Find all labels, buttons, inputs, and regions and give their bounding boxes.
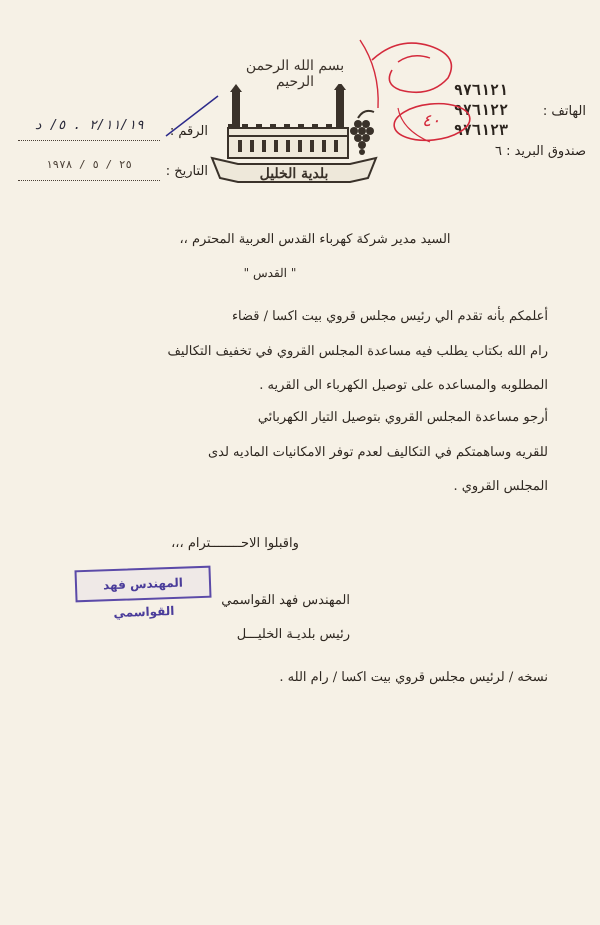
paragraph-line: أعلمكم بأنه تقدم الي رئيس مجلس قروي بيت اكسا / قضاء <box>231 309 548 324</box>
red-annotation-number: ٤٠ <box>422 111 441 131</box>
recipient-city: " القدس " <box>243 266 297 280</box>
paragraph-2 <box>58 401 548 505</box>
pobox-value: ٦ <box>494 144 502 159</box>
signatory-title: رئيس بلديـة الخليـــل <box>236 627 350 642</box>
paragraph-line: المجلس القروي . <box>453 479 548 494</box>
phone-number: ٩٧٦١٢٢ <box>453 101 508 119</box>
closing-line: واقبلوا الاحــــــــترام ،،، <box>171 536 299 551</box>
phone-label: الهاتف : <box>542 104 586 119</box>
reference-number-value: ٢/١١/١٩ . ٥/ د <box>18 118 160 141</box>
reference-block <box>18 118 208 198</box>
copy-line: نسخه / لرئيس مجلس قروي بيت اكسا / رام الله . <box>279 670 548 685</box>
reference-number-label: الرقم : <box>169 124 208 139</box>
paragraph-line: للقريه وساهمتكم في التكاليف لعدم توفر الامكانيات الماديه لدى <box>207 444 548 460</box>
date-value: ٢٥ / ٥ / ١٩٧٨ <box>18 158 160 181</box>
pobox-label: صندوق البريد : <box>506 144 586 159</box>
paragraph-line: أرجو مساعدة المجلس القروي بتوصيل التيار الكهربائي <box>257 410 548 425</box>
phone-number: ٩٧٦١٢٣ <box>453 121 508 139</box>
recipient-line: السيد مدير شركة كهرباء القدس العربية المحترم ،، <box>179 232 451 247</box>
paragraph-1 <box>58 300 548 404</box>
contact-block <box>416 80 586 162</box>
paragraph-line: المطلوبه والمساعده على توصيل الكهرباء الى القريه . <box>259 378 548 393</box>
date-label: التاريخ : <box>165 164 208 179</box>
paragraph-line: رام الله بكتاب يطلب فيه مساعدة المجلس القروي في تخفيف التكاليف <box>167 343 548 359</box>
hebron-mosque-emblem-icon <box>208 84 380 188</box>
bismillah-heading: بسم الله الرحمن الرحيم <box>245 58 345 90</box>
phone-number: ٩٧٦١٢١ <box>453 81 508 99</box>
signatory-name: المهندس فهد القواسمي <box>221 593 350 608</box>
engineer-stamp: المهندس فهد القواسمي <box>74 566 211 603</box>
emblem-text: بلدية الخليل <box>259 166 329 182</box>
